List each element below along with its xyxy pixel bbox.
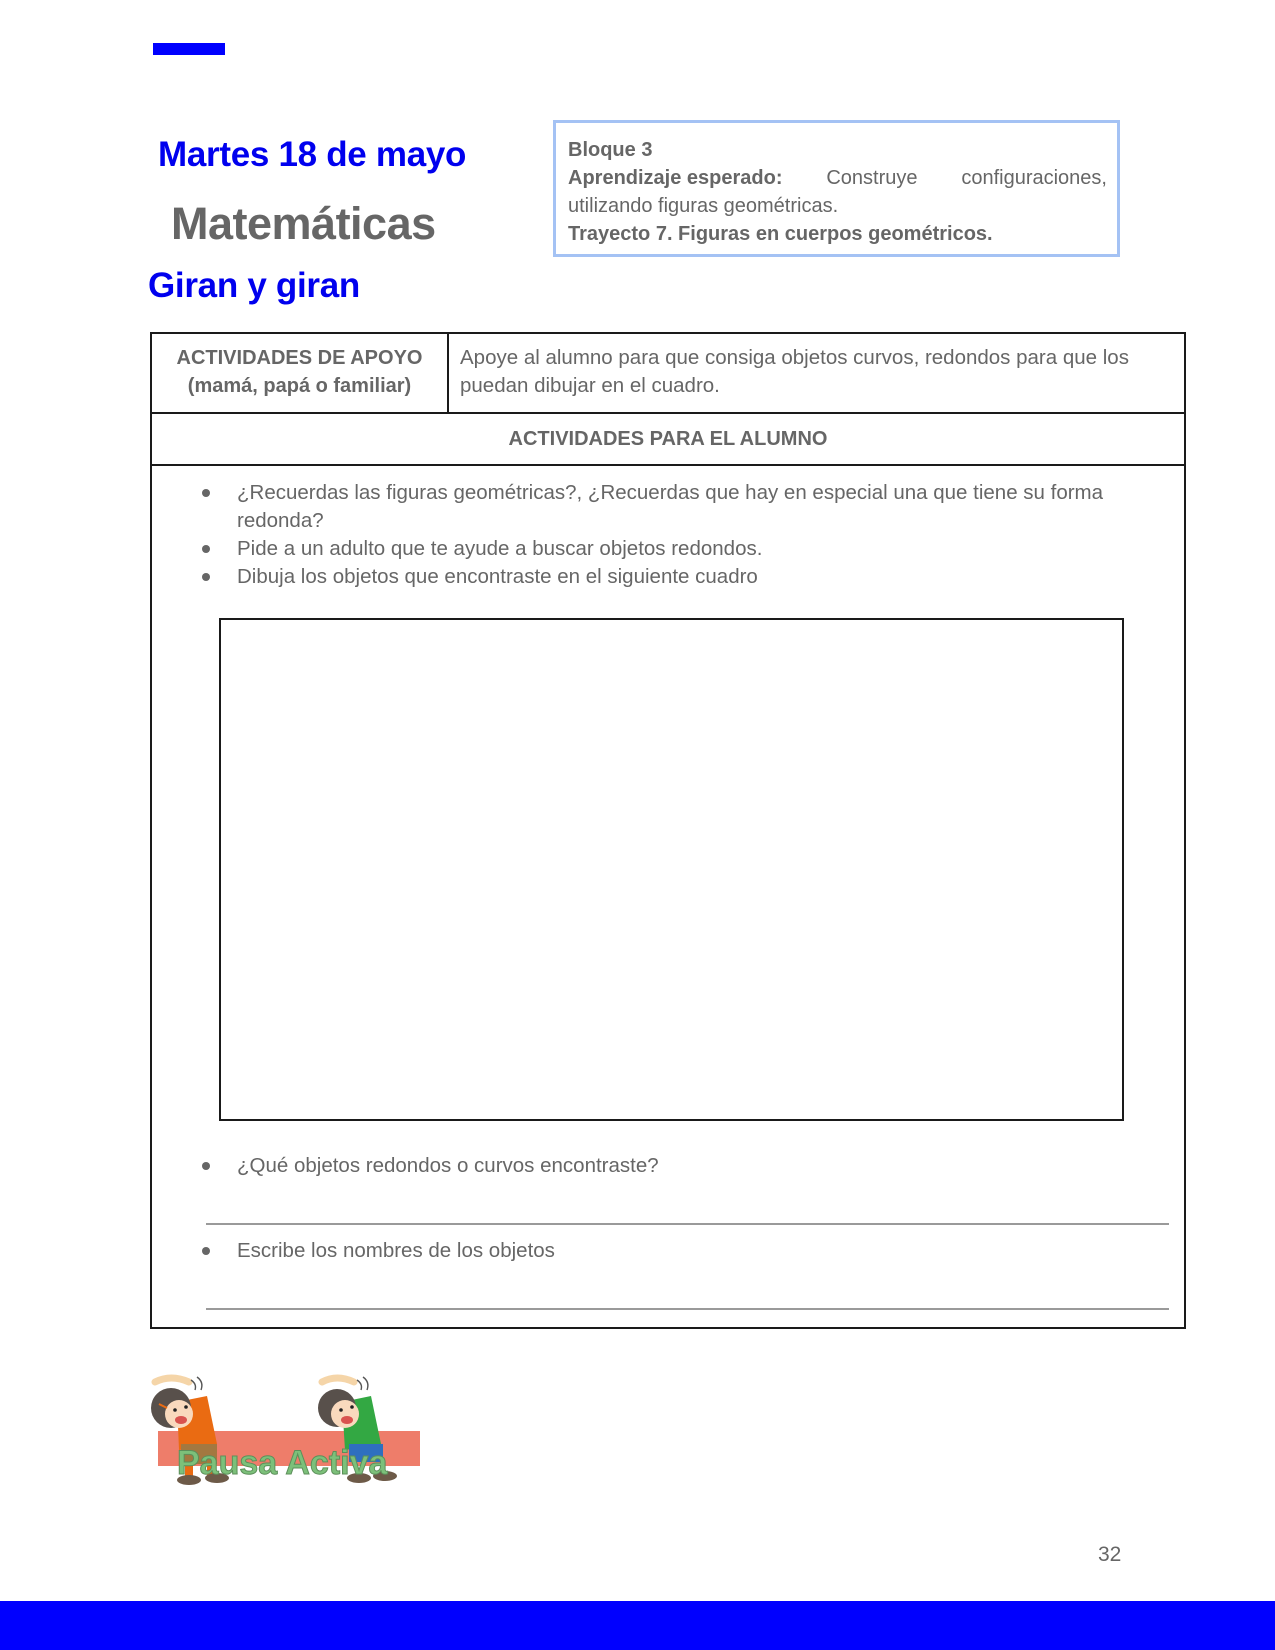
list-item (152, 563, 1184, 591)
list-item (152, 1152, 1184, 1180)
drawing-area[interactable] (219, 618, 1124, 1121)
support-header-subtitle: (mamá, papá o familiar) (187, 375, 412, 397)
lesson-title: Giran y giran (148, 266, 360, 305)
list-item (152, 1237, 1184, 1265)
list-item-text: Escribe los nombres de los objetos (237, 1239, 555, 1262)
question-1 (152, 1152, 1184, 1180)
expected-learning-text: utilizando figuras geométricas. (568, 195, 839, 217)
pausa-activa-illustration (137, 1374, 429, 1499)
learning-info-box (553, 120, 1120, 257)
list-item (152, 535, 1184, 563)
pausa-activa-label: Pausa Activa (177, 1444, 388, 1482)
expected-learning-label: Aprendizaje esperado: (568, 167, 783, 189)
support-header-cell (152, 334, 449, 412)
list-item-text: Dibuja los objetos que encontraste en el siguiente cuadro (237, 565, 758, 588)
bullet-icon (202, 489, 210, 497)
support-header-title: ACTIVIDADES DE APOYO (176, 347, 423, 369)
expected-learning-word: Construye (826, 167, 918, 189)
subject-title: Matemáticas (171, 198, 436, 249)
bullet-icon (202, 545, 210, 553)
block-label: Bloque 3 (568, 139, 653, 161)
list-item (152, 479, 1184, 535)
bullet-icon (202, 1162, 210, 1170)
bottom-accent-band (0, 1601, 1275, 1650)
page-number: 32 (1098, 1543, 1122, 1566)
support-text: Apoye al alumno para que consiga objetos curvos, redondos para que los puedan dibujar en el cuadro. (460, 346, 1129, 397)
path-label: Trayecto 7. Figuras en cuerpos geométricos. (568, 223, 993, 245)
list-item-text: ¿Recuerdas las figuras geométricas?, ¿Recuerdas que hay en especial una que tiene su forma redonda? (237, 481, 1104, 532)
answer-line-1[interactable] (206, 1223, 1169, 1225)
question-2 (152, 1237, 1184, 1265)
student-activities-list (152, 479, 1184, 591)
answer-line-2[interactable] (206, 1308, 1169, 1310)
top-accent-bar (153, 43, 225, 55)
expected-learning-word: configuraciones, (961, 167, 1107, 189)
date-title: Martes 18 de mayo (158, 135, 467, 174)
activities-table (150, 332, 1186, 1329)
bullet-icon (202, 573, 210, 581)
support-row (152, 334, 1184, 414)
bullet-icon (202, 1247, 210, 1255)
student-header: ACTIVIDADES PARA EL ALUMNO (152, 414, 1184, 466)
list-item-text: ¿Qué objetos redondos o curvos encontraste? (237, 1154, 659, 1177)
expected-learning-line (568, 164, 1107, 192)
list-item-text: Pide a un adulto que te ayude a buscar objetos redondos. (237, 537, 763, 560)
